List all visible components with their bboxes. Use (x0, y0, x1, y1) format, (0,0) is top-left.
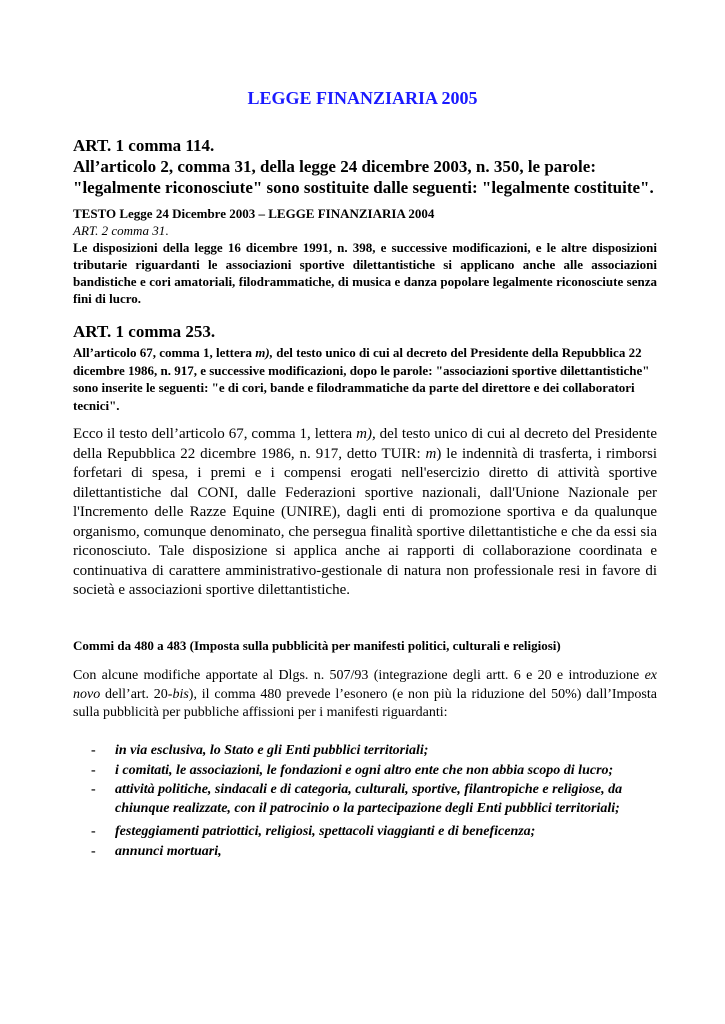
article-67-part1: Ecco il testo dell’articolo 67, comma 1, lettera (73, 426, 357, 442)
list-dash: - (91, 782, 96, 797)
commi-part3: ), il comma 480 prevede l’esonero (e non più la riduzione del 50%) dall’Imposta sulla pubblicità per pubbliche affissioni per i manifesti riguardanti: (73, 686, 657, 720)
list-item-text: in via esclusiva, lo Stato e gli Enti pubblici territoriali; (115, 743, 429, 758)
art-253-section (73, 344, 657, 414)
commi-part1: Con alcune modifiche apportate al Dlgs. n. 507/93 (integrazione degli artt. 6 e 20 e introduzione (73, 668, 645, 683)
list-item (73, 762, 657, 781)
article-67-part3: ) le indennità di trasferta, i rimborsi forfetari di spesa, i premi e i compensi erogati nell'esercizio diretto di attività sportive dilettantistiche dal CONI, dalle Federazioni sportive nazionali, dall'Unione Nazionale per l'Incremento delle Razze Equine (UNIRE), dagli enti di promozione sportiva e da qualunque organismo, comunque denominato, che persegua finalità sportive dilettantistiche e che da essi sia riconosciuto. Tale disposizione si applica anche ai rapporti di collaborazione coordinata e continuativa di carattere amministrativo-gestionale di natura non professionale resi in favore di società e associazioni sportive dilettantistiche. (73, 445, 657, 598)
list-item-text: attività politiche, sindacali e di categoria, culturali, sportive, filantropiche e religiose, da chiunque realizzate, con il patrocinio o la partecipazione degli Enti pubblici territoriali; (115, 782, 623, 816)
list-dash: - (91, 743, 96, 758)
commi-part2: dell’art. 20- (100, 686, 173, 702)
exemption-list (73, 742, 657, 862)
art-114-text: All’articolo 2, comma 31, della legge 24 dicembre 2003, n. 350, le parole: "legalmente riconosciute" sono sostituite dalle seguenti: "legalmente costituite". (73, 157, 654, 197)
article-67-italic-m: m), (356, 426, 376, 442)
commi-italic-bis: bis (172, 686, 189, 702)
article-67-explanation (73, 425, 657, 601)
art-114-section (73, 135, 657, 198)
list-item-text: i comitati, le associazioni, le fondazioni e ogni altro ente che non abbia scopo di lucro; (115, 762, 614, 778)
commi-section (73, 667, 657, 723)
commi-text (73, 667, 657, 723)
list-item (73, 843, 657, 862)
commi-heading: Commi da 480 a 483 (Imposta sulla pubblicità per manifesti politici, culturali e religiosi) (73, 638, 561, 653)
list-dash: - (91, 843, 96, 859)
list-item (73, 742, 657, 761)
commi-italic-ex-novo: ex novo (73, 668, 657, 702)
list-item-text: annunci mortuari, (115, 843, 222, 859)
art-253-text-italic: m), (255, 345, 273, 360)
art-253-text-part2: del testo unico di cui al decreto del Presidente della Repubblica 22 dicembre 1986, n. 917, e successive modificazioni, dopo le parole: "associazioni sportive dilettantistiche" sono inserite le seguenti: "e di cori, bande e filodrammatiche da parte del direttore e dei collaboratori tecnici". (73, 345, 650, 413)
list-item (73, 823, 657, 842)
list-item (73, 781, 657, 818)
testo-2004-heading: TESTO Legge 24 Dicembre 2003 – LEGGE FINANZIARIA 2004 (73, 206, 435, 221)
article-67-text (73, 425, 657, 601)
article-67-letter-m: m (425, 445, 437, 462)
testo-2004-sub-tail: . (165, 223, 169, 238)
testo-2004-section (73, 205, 657, 307)
testo-2004-body: Le disposizioni della legge 16 dicembre 1991, n. 398, e successive modificazioni, e le altre disposizioni tributarie riguardanti le associazioni sportive dilettantistiche si applicano anche alle associazioni bandistiche e cori amatoriali, filodrammatiche, di musica e danza popolare legalmente riconosciute senza fini di lucro. (73, 240, 657, 306)
document-title: LEGGE FINANZIARIA 2005 (247, 88, 478, 108)
article-67-part2: del testo unico di cui al decreto del Presidente della Repubblica 22 dicembre 1986, n. 917, detto TUIR: (73, 426, 657, 462)
art-253-text-part1: All’articolo 67, comma 1, lettera (73, 345, 256, 360)
list-dash: - (91, 762, 96, 778)
art-114-heading: ART. 1 comma 114. (73, 136, 215, 155)
list-item-text: festeggiamenti patriottici, religiosi, spettacoli viaggianti e di beneficenza; (115, 824, 536, 839)
testo-2004-sub-text: ART. 2 comma 31 (73, 223, 166, 238)
testo-2004-subheading (73, 222, 657, 239)
list-dash: - (91, 824, 96, 839)
art-253-text (73, 344, 657, 414)
art-253-heading: ART. 1 comma 253. (73, 322, 216, 341)
